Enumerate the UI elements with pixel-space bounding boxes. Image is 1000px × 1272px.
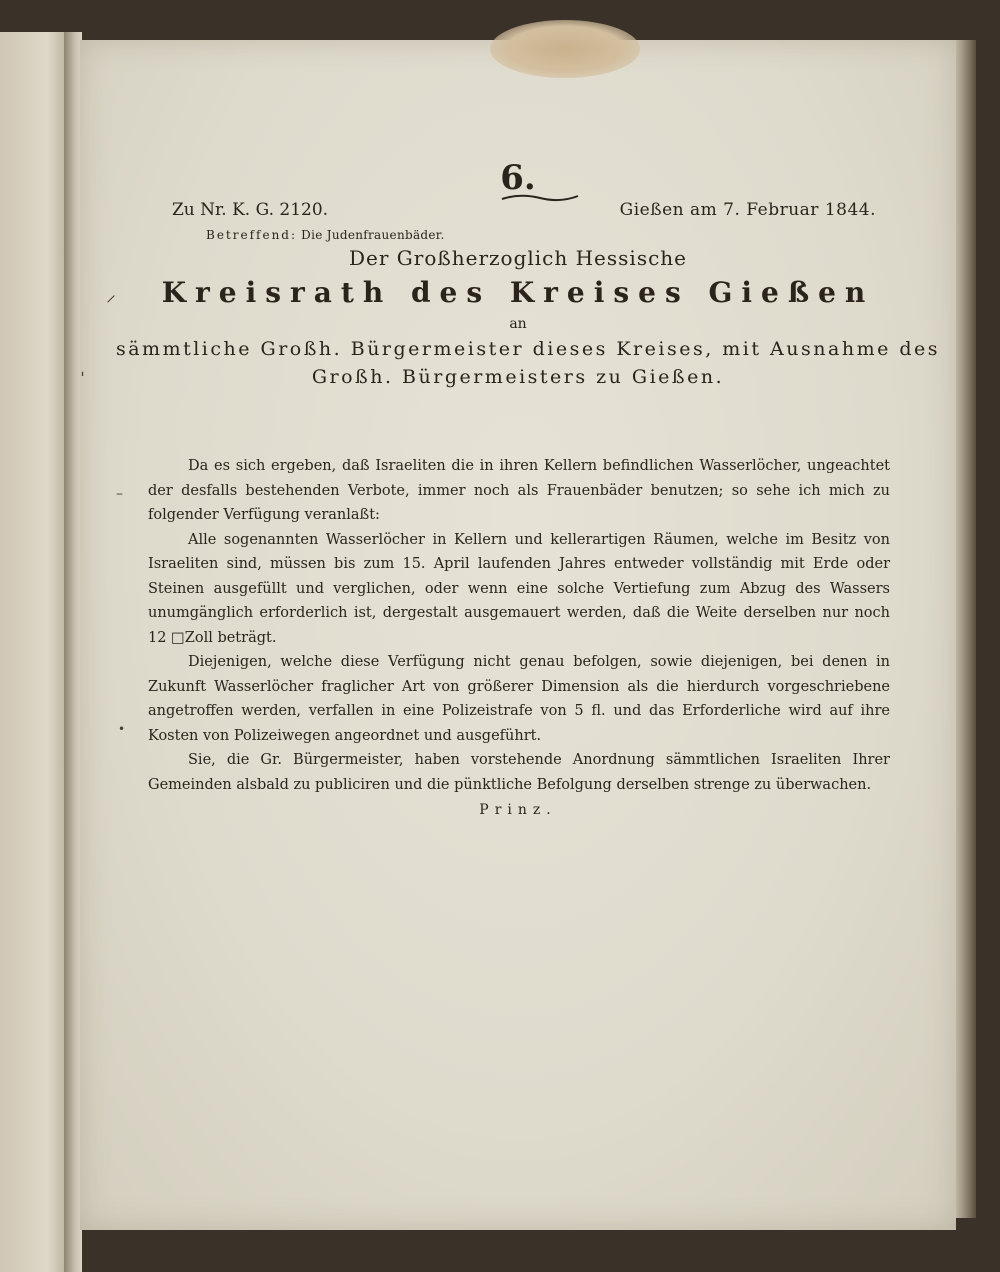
margin-mark: – — [116, 486, 123, 502]
subject-line — [206, 228, 445, 242]
heading-to: an — [509, 316, 527, 332]
paragraph: Sie, die Gr. Bürgermeister, haben vorstehende Anordnung sämmtlichen Israeliten Ihrer Gemeinden alsbald zu publiciren und die pünktliche Befolgung derselben strenge zu überwachen. — [148, 752, 890, 793]
margin-mark: ⸝ — [106, 282, 116, 306]
margin-mark: • — [118, 722, 126, 736]
document-number: 6. — [500, 158, 536, 198]
facing-page-edge — [0, 32, 68, 1272]
document-date: Gießen am 7. Februar 1844. — [619, 200, 876, 220]
ornament-swash — [500, 190, 580, 204]
margin-mark: ˌ — [80, 358, 85, 379]
document-page — [80, 40, 956, 1230]
heading-recipients-cont: Großh. Bürgermeisters zu Gießen. — [311, 366, 725, 388]
subject-text: Die Judenfrauenbäder. — [301, 228, 445, 242]
document-body — [148, 454, 890, 797]
heading-title: Kreisrath des Kreises Gießen — [161, 276, 875, 309]
reference-number: Zu Nr. K. G. 2120. — [172, 200, 329, 220]
paragraph: Diejenigen, welche diese Verfügung nicht genau befolgen, sowie diejenigen, bei denen in Zukunft Wasserlöcher fraglicher Art von größerer Dimension als die hierdurch vorgeschriebene angetroffen werden, verfallen in eine Polizeistrafe von 5 fl. und das Erforderliche wird auf ihre Kosten von Polizeiwegen angeordnet und ausgeführt. — [148, 654, 890, 744]
paragraph: Da es sich ergeben, daß Israeliten die in ihren Kellern befindlichen Wasserlöcher, ungeachtet der desfalls bestehenden Verbote, immer noch als Frauenbäder benutzen; so sehe ich mich zu folgender Verfügung veranlaßt: — [148, 458, 890, 523]
heading-authority: Der Großherzoglich Hessische — [349, 246, 687, 270]
signature: Prinz. — [479, 802, 557, 818]
paragraph: Alle sogenannten Wasserlöcher in Kellern und kellerartigen Räumen, welche im Besitz von Israeliten sind, müssen bis zum 15. April laufenden Jahres entweder vollständig mit Erde oder Steinen ausgefüllt und verglichen, oder wenn eine solche Vertiefung zum Abzug des Wassers unumgänglich erforderlich ist, dergestalt ausgemauert werden, daß die Weite derselben nur noch 12 □Zoll beträgt. — [148, 531, 890, 646]
heading-recipients: sämmtliche Großh. Bürgermeister dieses Kreises, mit Ausnahme des — [115, 338, 941, 360]
stain-mark — [490, 20, 640, 78]
subject-label: Betreffend: — [206, 228, 298, 242]
